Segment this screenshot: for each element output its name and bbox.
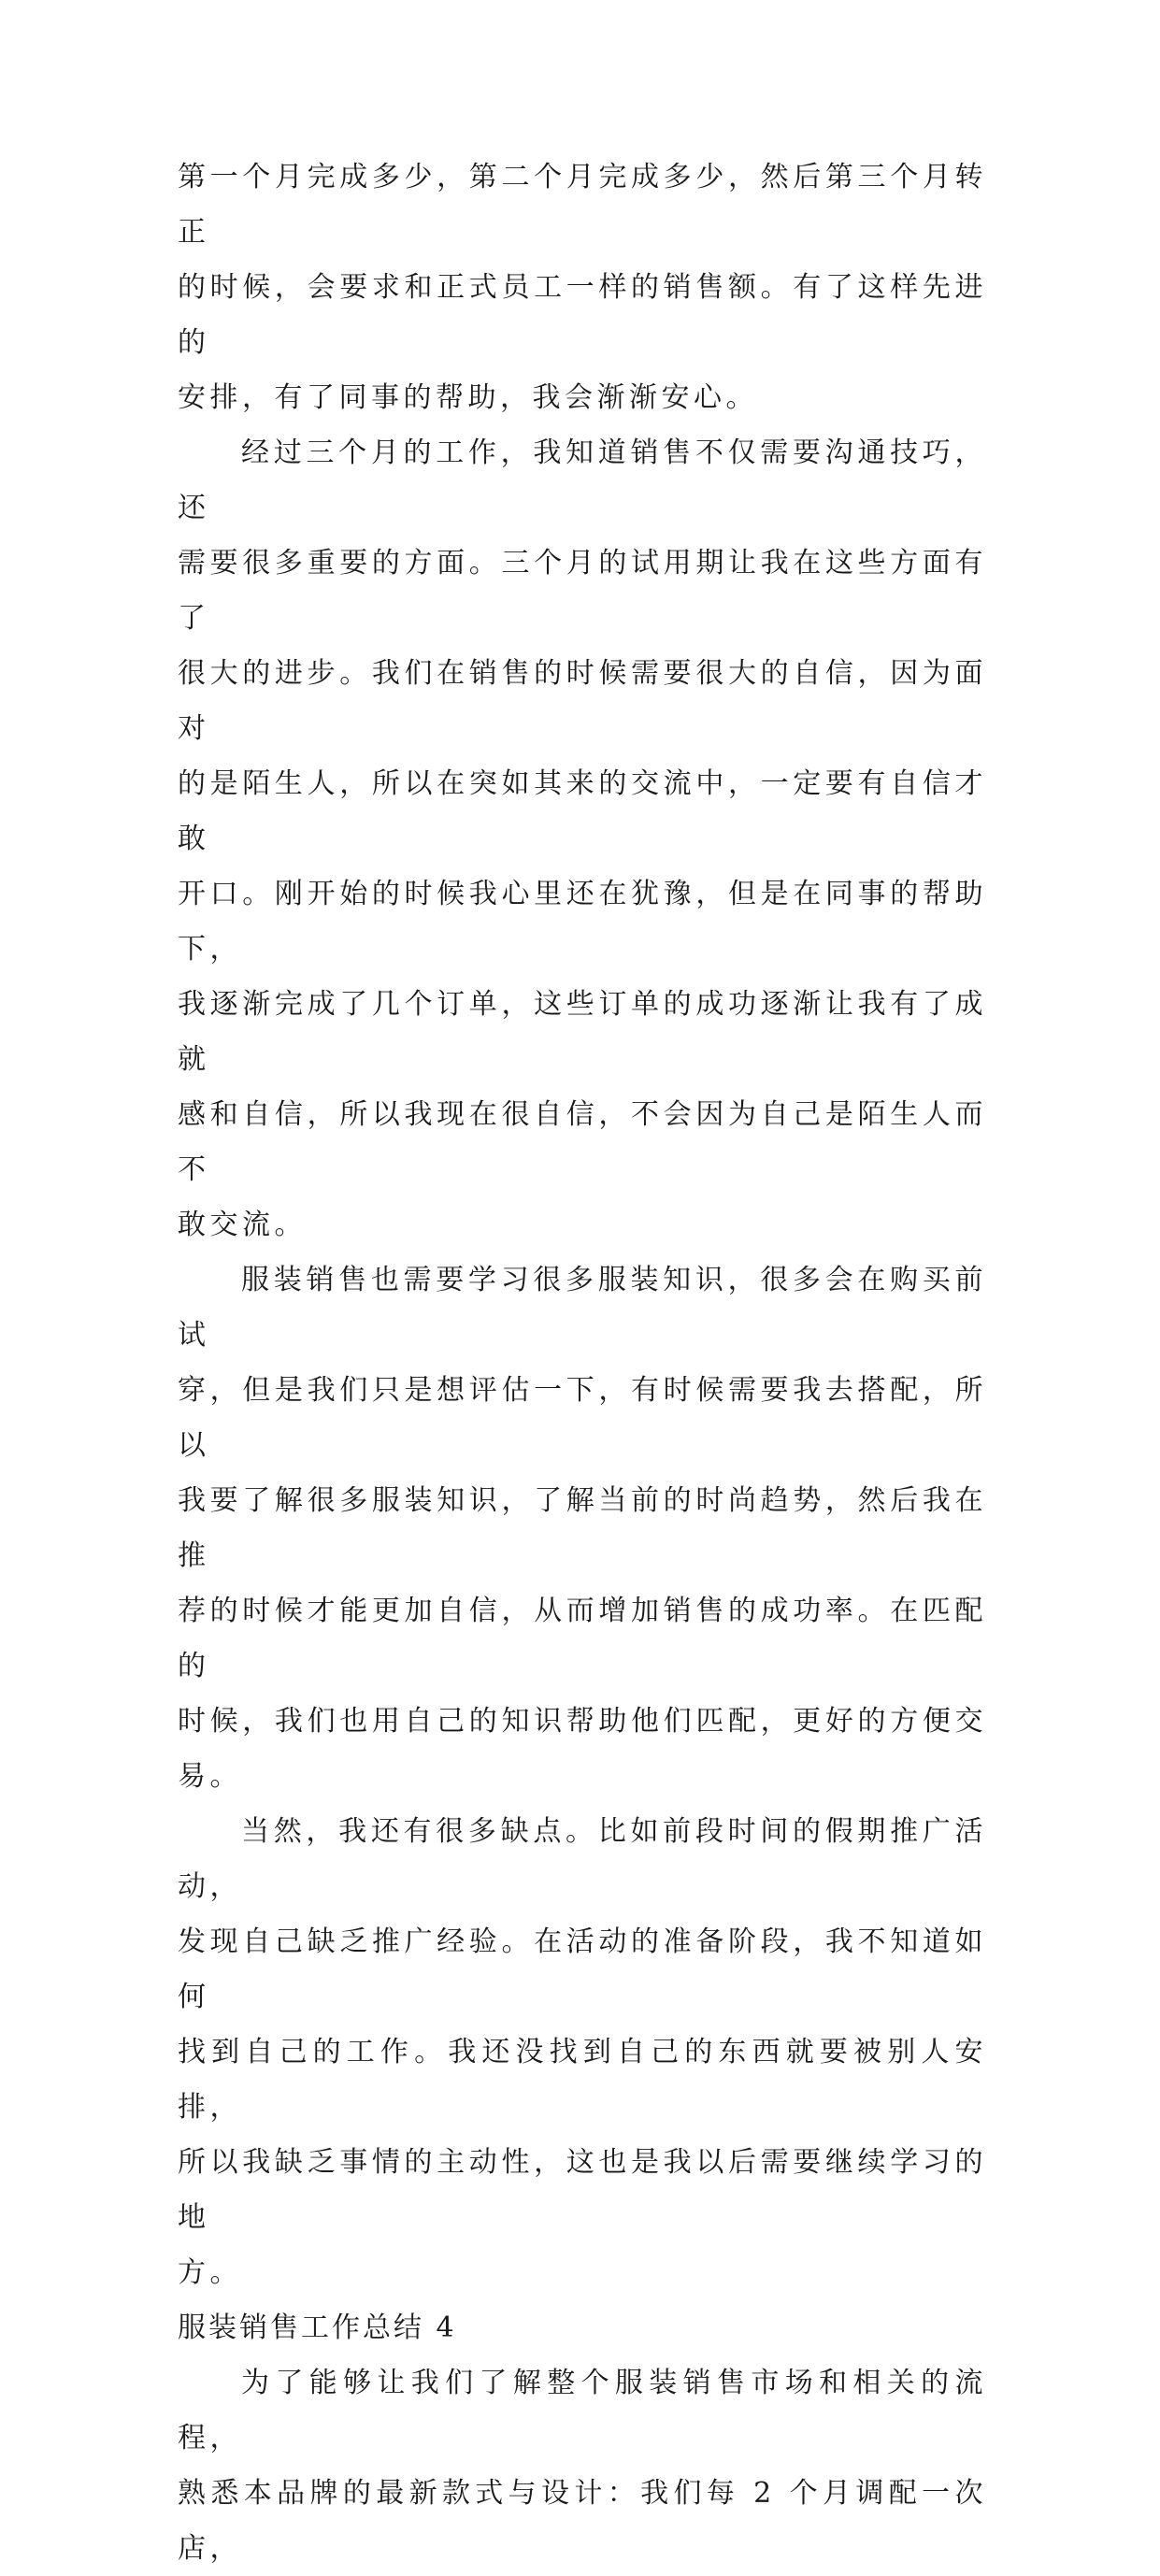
paragraph-4: 当然，我还有很多缺点。比如前段时间的假期推广活动， 发现自己缺乏推广经验。在活动的准备阶段，我不知道如何 找到自己的工作。我还没找到自己的东西就要被别人安排， 所以我缺乏事情的主动性，这也是我以后需要继续学习的地 方。 <box>178 1815 987 2289</box>
paragraph-1: 第一个月完成多少，第二个月完成多少，然后第三个月转正 的时候，会要求和正式员工一样的销售额。有了这样先进的 安排，有了同事的帮助，我会渐渐安心。 <box>178 161 987 414</box>
paragraph-3: 服装销售也需要学习很多服装知识，很多会在购买前试 穿，但是我们只是想评估一下，有时候需要我去搭配，所以 我要了解很多服装知识，了解当前的时尚趋势，然后我在推 荐的时候才能更加自信，从而增加销售的成功率。在匹配的 时候，我们也用自己的知识帮助他们匹配，更好的方便交易。 <box>178 1264 987 1793</box>
paragraph-2: 经过三个月的工作，我知道销售不仅需要沟通技巧，还 需要很多重要的方面。三个月的试用期让我在这些方面有了 很大的进步。我们在销售的时候需要很大的自信，因为面对 的是陌生人，所以在突如其来的交流中，一定要有自信才敢 开口。刚开始的时候我心里还在犹豫，但是在同事的帮助下， 我逐渐完成了几个订单，这些订单的成功逐渐让我有了成就 感和自信，所以我现在很自信，不会因为自己是陌生人而不 敢交流。 <box>178 436 987 1241</box>
document-body <box>178 150 987 2576</box>
section-heading: 服装销售工作总结 4 <box>178 2311 457 2344</box>
paragraph-5: 为了能够让我们了解整个服装销售市场和相关的流程， 熟悉本品牌的最新款式与设计：我们每 2 个月调配一次店， <box>178 2367 987 2565</box>
